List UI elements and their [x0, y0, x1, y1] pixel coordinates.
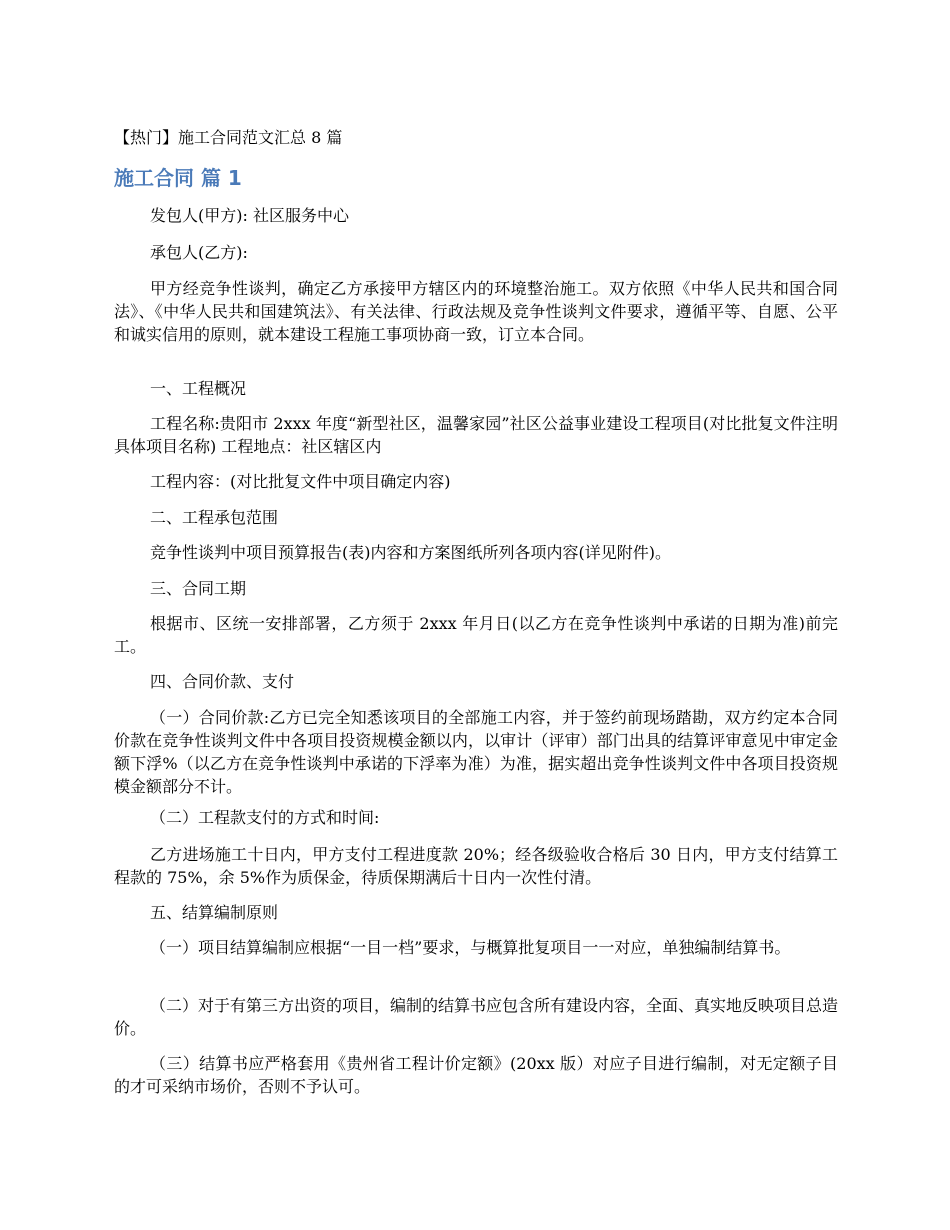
paragraph-heading-overview: 一、工程概况	[150, 379, 247, 398]
paragraph-preamble: 甲方经竞争性谈判，确定乙方承接甲方辖区内的环境整治施工。双方依照《中华人民共和国合同法》、《中华人民共和国建筑法》、有关法律、行政法规及竞争性谈判文件要求，遵循平等、自愿、公平和诚实信用的原则，就本建设工程施工事项协商一致，订立本合同。	[114, 279, 838, 344]
paragraph-payment-method-heading: （二）工程款支付的方式和时间:	[150, 808, 380, 827]
paragraph-scope: 竞争性谈判中项目预算报告(表)内容和方案图纸所列各项内容(详见附件)。	[150, 543, 671, 562]
document-title: 【热门】施工合同范文汇总 8 篇	[114, 128, 343, 147]
paragraph-settlement-1: （一）项目结算编制应根据“一目一档”要求，与概算批复项目一一对应，单独编制结算书。	[150, 938, 791, 957]
paragraph-project-content: 工程内容：(对比批复文件中项目确定内容)	[150, 472, 451, 491]
paragraph-settlement-3: （三）结算书应严格套用《贵州省工程计价定额》(20xx 版）对应子目进行编制，对无定额子目的才可采纳市场价，否则不予认可。	[114, 1054, 838, 1096]
paragraph-heading-scope: 二、工程承包范围	[150, 508, 279, 527]
paragraph-contract-price: （一）合同价款:乙方已完全知悉该项目的全部施工内容，并于签约前现场踏勘，双方约定本合同价款在竞争性谈判文件中各项目投资规模金额以内，以审计（评审）部门出具的结算评审意见中审定金额下浮%（以乙方在竞争性谈判中承诺的下浮率为准）为准，据实超出竞争性谈判文件中各项目投资规模金额部分不计。	[114, 708, 838, 796]
paragraph-project-name: 工程名称:贵阳市 2xxx 年度“新型社区，温馨家园”社区公益事业建设工程项目(对比批复文件注明具体项目名称) 工程地点：社区辖区内	[114, 414, 838, 456]
paragraph-payment-method: 乙方进场施工十日内，甲方支付工程进度款 20%；经各级验收合格后 30 日内，甲方支付结算工程款的 75%，余 5%作为质保金，待质保期满后十日内一次性付清。	[114, 845, 838, 887]
section-heading: 施工合同 篇 1	[114, 166, 242, 190]
paragraph-heading-duration: 三、合同工期	[150, 579, 247, 598]
paragraph-duration: 根据市、区统一安排部署，乙方须于 2xxx 年月日(以乙方在竞争性谈判中承诺的日期为准)前完工。	[114, 614, 838, 656]
paragraph-heading-settlement: 五、结算编制原则	[150, 903, 279, 922]
paragraph-settlement-2: （二）对于有第三方出资的项目，编制的结算书应包含所有建设内容，全面、真实地反映项目总造价。	[114, 996, 839, 1038]
paragraph-contractor: 承包人(乙方):	[150, 243, 248, 262]
paragraph-employer: 发包人(甲方): 社区服务中心	[150, 206, 349, 225]
paragraph-heading-payment: 四、合同价款、支付	[150, 672, 295, 691]
